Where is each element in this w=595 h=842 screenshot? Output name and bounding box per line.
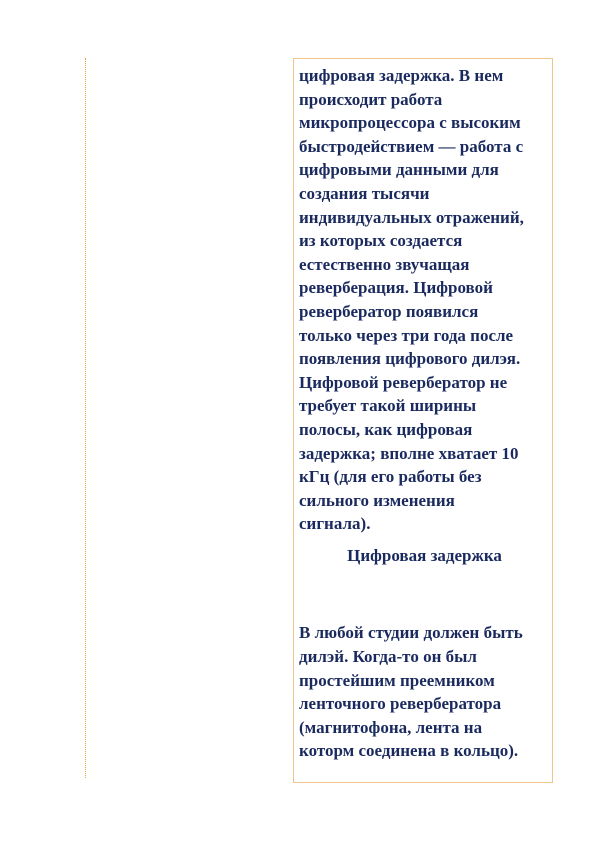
text-column-frame	[293, 58, 553, 783]
left-margin-rule	[85, 58, 86, 778]
paragraph-spacer	[299, 567, 546, 621]
body-paragraph-1: цифровая задержка. В нем происходит работа микропроцессора с высоким быстродействием — работа с цифровыми данными для создания тысячи индивидуальных отражений, из которых создается естественно звучащая реверберация. Цифровой ревербератор появился только через три года после появления цифрового дилэя. Цифровой ревербератор не требует такой ширины полосы, как цифровая задержка; вполне хватает 10 кГц (для его работы без сильного изменения сигнала).	[299, 66, 524, 534]
body-paragraph-2: В любой студии должен быть дилэй. Когда-то он был простейшим преемником ленточного ревербератора (магнитофона, лента на которм соединена в кольцо).	[299, 623, 523, 761]
section-heading: Цифровая задержка	[347, 545, 502, 565]
